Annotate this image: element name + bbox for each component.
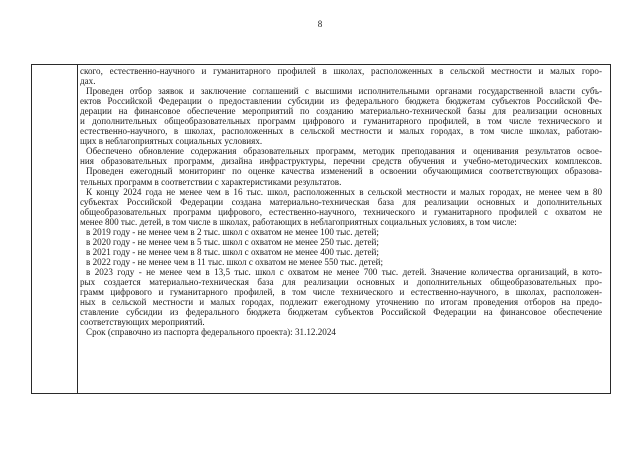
table-text-column bbox=[80, 66, 602, 394]
text-line: в 2023 году - не менее чем в 13,5 тыс. школ с охватом не менее 700 тыс. детей. Значение количества организаций, в кото- bbox=[86, 266, 602, 277]
text-line: тельных программ в соответствии с характеристиками результатов. bbox=[80, 176, 342, 187]
passport-table bbox=[31, 64, 611, 394]
text-line: естественно-научного, в школах, расположенных в сельской местности и малых городах, в том числе школах, работаю- bbox=[80, 126, 602, 137]
text-line: грамм цифрового и гуманитарного профилей, в том числе технического и естественно-научного, в школах, расположен- bbox=[80, 287, 602, 298]
text-line: в 2019 году - не менее чем в 2 тыс. школ с охватом не менее 100 тыс. детей; bbox=[86, 226, 379, 237]
text-line: ского, естественно-научного и гуманитарного профилей в школах, расположенных в сельской местности и малых горо- bbox=[80, 66, 602, 76]
text-line: в 2021 году - не менее чем в 8 тыс. школ с охватом не менее 400 тыс. детей; bbox=[86, 246, 379, 257]
text-line: ных в сельской местности и малых городах, подлежит ежегодному уточнению по итогам проведения отборов на предо- bbox=[80, 297, 602, 308]
text-line: в 2020 году - не менее чем в 5 тыс. школ с охватом не менее 250 тыс. детей; bbox=[86, 236, 379, 247]
text-line: общеобразовательных программ цифрового, естественно-научного, технического и гуманитарного профилей с охватом не bbox=[80, 206, 602, 217]
page-number: 8 bbox=[317, 19, 323, 29]
table-left-column bbox=[32, 65, 78, 393]
text-line: Обеспечено обновление содержания образовательных программ, методик преподавания и оценивания результатов освое- bbox=[86, 146, 602, 157]
text-line: менее 800 тыс. детей, в том числе в школах, работающих в неблагоприятных социальных условиях, в том числе: bbox=[80, 216, 517, 227]
text-line: Проведен отбор заявок и заключение соглашений с высшими исполнительными органами государственной власти субъ- bbox=[86, 86, 602, 97]
text-line: ния образовательных программ, дизайна инфраструктуры, перечни средств обучения и учебно-методических комплексов. bbox=[80, 156, 602, 167]
text-line: ставление субсидии из федерального бюджета бюджетам субъектов Российской Федерации на финансовое обеспечение bbox=[80, 307, 602, 318]
text-line: в 2022 году - не менее чем в 11 тыс. школ с охватом не менее 550 тыс. детей; bbox=[86, 256, 384, 267]
text-line: Проведен ежегодный мониторинг по оценке качества изменений в освоении обучающимися соответствующих образова- bbox=[86, 166, 602, 177]
text-line: дерации на финансовое обеспечение мероприятий по созданию материально-технической базы для реализации основных bbox=[80, 106, 602, 117]
text-line: соответствующих мероприятий. bbox=[80, 317, 205, 328]
text-line: и дополнительных общеобразовательных программ цифрового и гуманитарного профилей, в том числе технического и bbox=[80, 116, 602, 127]
text-line: субъектах Российской Федерации создана материально-техническая база для реализации основных и дополнительных bbox=[80, 196, 602, 207]
text-line: щих в неблагоприятных социальных условиях. bbox=[80, 136, 263, 147]
text-line: рых создается материально-техническая база для реализации основных и дополнительных общеобразовательных про- bbox=[80, 276, 602, 287]
text-line: дах. bbox=[80, 76, 96, 87]
text-line: ектов Российской Федерации о предоставлении субсидии из федерального бюджета бюджетам субъектов Российской Фе- bbox=[80, 96, 602, 107]
text-line: К концу 2024 года не менее чем в 16 тыс. школ, расположенных в сельской местности и малых городах, не менее чем в 80 bbox=[86, 186, 602, 197]
deadline-line: Срок (справочно из паспорта федерального проекта): 31.12.2024 bbox=[86, 327, 336, 338]
